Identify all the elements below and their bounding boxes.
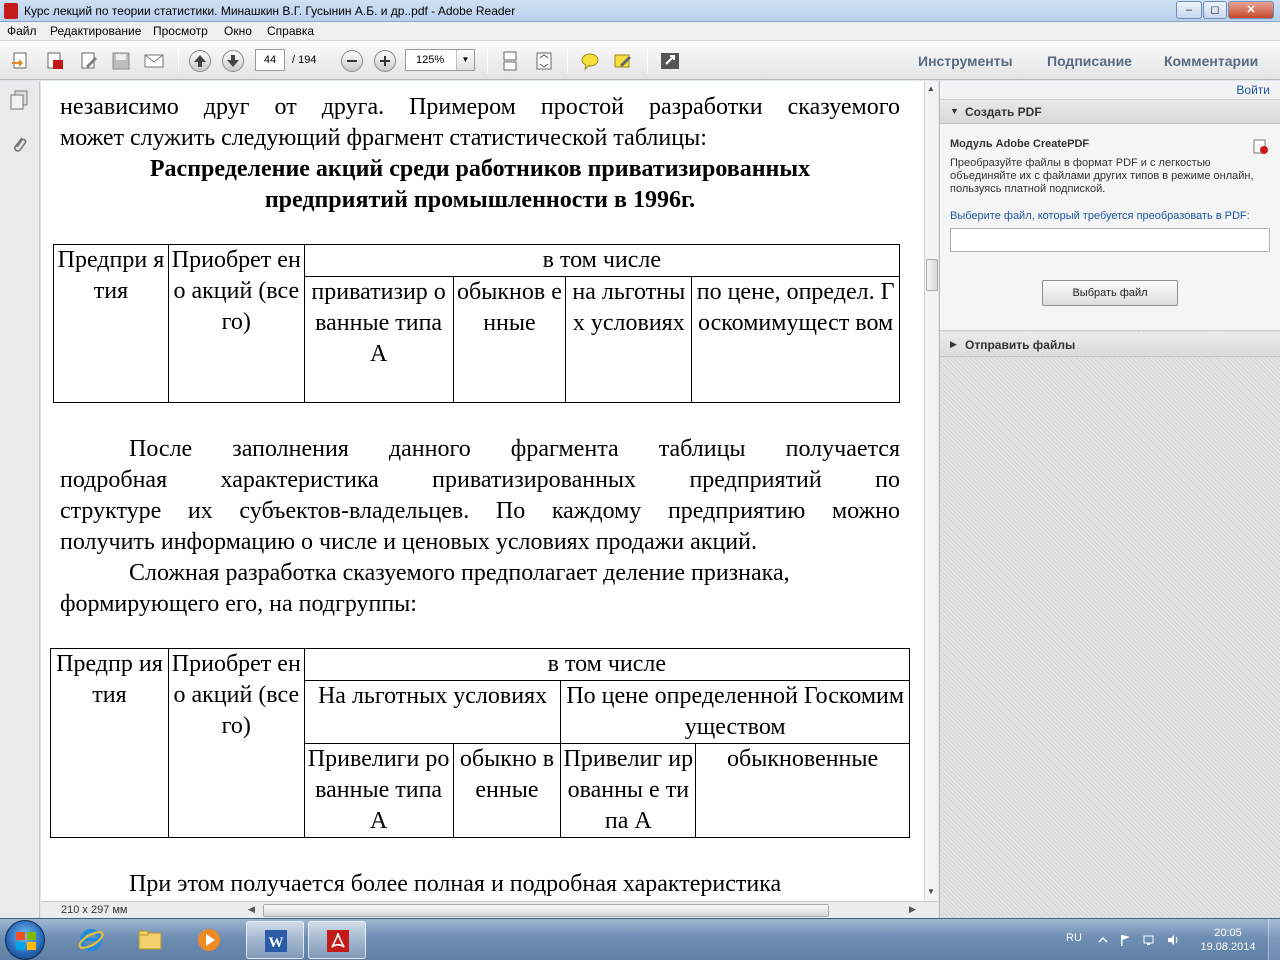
menu-window[interactable]: Окно	[224, 24, 252, 38]
fit-page-icon[interactable]	[533, 50, 555, 72]
previous-page-button[interactable]	[189, 50, 211, 72]
table-header-cell: Предпр иятия	[51, 649, 169, 838]
folder-icon	[136, 926, 164, 954]
create-pdf-panel	[940, 99, 1280, 331]
zoom-select[interactable]	[405, 49, 475, 71]
clock[interactable]	[1196, 926, 1260, 954]
action-center-flag-icon[interactable]	[1118, 933, 1132, 947]
clock-time: 20:05	[1214, 927, 1242, 939]
zoom-value: 125%	[416, 54, 445, 66]
toolbar-separator	[178, 49, 179, 73]
open-icon[interactable]	[10, 50, 32, 72]
tab-comments[interactable]: Комментарии	[1164, 53, 1259, 69]
create-pdf-label: Создать PDF	[965, 105, 1042, 119]
taskbar-word[interactable]	[246, 921, 304, 959]
toolbar-separator	[487, 49, 488, 73]
toolbar-separator	[567, 49, 568, 73]
triangle-down-icon: ▼	[950, 106, 959, 116]
zoom-in-button[interactable]	[374, 50, 396, 72]
navigation-pane	[0, 81, 40, 918]
word-icon	[262, 927, 290, 955]
send-files-label: Отправить файлы	[965, 338, 1076, 352]
volume-icon[interactable]	[1166, 933, 1180, 947]
shares-table-complex	[50, 648, 910, 838]
tab-sign[interactable]: Подписание	[1047, 53, 1132, 69]
chevron-down-icon[interactable]: ▼	[456, 50, 474, 70]
pane-top-bar	[940, 81, 1280, 99]
pages-icon[interactable]	[8, 89, 30, 111]
title-bar	[0, 0, 1280, 22]
table-header-cell: На льготных условиях	[304, 681, 561, 744]
menu-bar	[0, 22, 1280, 41]
table-header-cell: по цене, определ. Госкомимущест вом	[692, 277, 900, 403]
save-icon[interactable]	[110, 50, 132, 72]
table-header-cell: Предпри ятия	[54, 245, 169, 403]
vertical-scrollbar[interactable]	[924, 81, 938, 901]
paragraph-line: может служить следующий фрагмент статистической таблицы:	[60, 125, 707, 151]
paragraph-line: получить информацию о числе и ценовых условиях продажи акций.	[60, 529, 757, 555]
scroll-up-icon[interactable]: ▲	[927, 84, 935, 93]
page-number-input[interactable]	[255, 49, 285, 71]
table-header-cell: обыкновенные	[696, 744, 910, 838]
highlight-icon[interactable]	[612, 50, 634, 72]
paragraph-line: независимо друг от друга. Примером простой разработки сказуемого	[60, 94, 900, 120]
menu-view[interactable]: Просмотр	[153, 24, 208, 38]
table-header-cell: Приобрет ено акций (всего)	[168, 245, 304, 403]
scroll-left-icon[interactable]: ◀	[248, 904, 255, 914]
taskbar-adobe-reader[interactable]	[308, 921, 366, 959]
svg-text:W: W	[268, 935, 284, 951]
table-header-cell: Привелиги рованные типа А	[304, 744, 453, 838]
taskbar-internet-explorer[interactable]	[62, 921, 120, 959]
tools-pane	[939, 81, 1280, 918]
taskbar-media-player[interactable]	[180, 921, 238, 959]
table-heading: предприятий промышленности в 1996г.	[264, 187, 696, 213]
paragraph-line: Сложная разработка сказуемого предполагает деление признака,	[129, 560, 790, 586]
close-button[interactable]: ✕	[1228, 1, 1274, 19]
module-title: Модуль Adobe CreatePDF	[950, 138, 1090, 150]
attachment-icon[interactable]	[8, 133, 30, 155]
zoom-out-button[interactable]	[341, 50, 363, 72]
table-header-cell: По цене определенной Госкомимуществом	[561, 681, 910, 744]
table-header-cell: Приобрет ено акций (всего)	[168, 649, 304, 838]
choose-file-button[interactable]: Выбрать файл	[1042, 280, 1178, 306]
clock-date: 19.08.2014	[1200, 941, 1256, 953]
page-total: / 194	[292, 54, 317, 66]
email-icon[interactable]	[143, 50, 165, 72]
edit-icon[interactable]	[78, 50, 100, 72]
scroll-mode-icon[interactable]	[499, 50, 521, 72]
sign-in-link[interactable]: Войти	[1236, 83, 1270, 97]
minimize-button[interactable]: –	[1176, 1, 1202, 19]
page-size-label: 210 x 297 мм	[61, 904, 128, 916]
paragraph-line: формирующего его, на подгруппы:	[60, 591, 417, 617]
table-header-cell: в том числе	[304, 649, 909, 681]
select-file-prompt: Выберите файл, который требуется преобразовать в PDF:	[950, 210, 1250, 222]
table-header-cell: на льготных условиях	[566, 277, 692, 403]
comment-icon[interactable]	[579, 50, 601, 72]
scroll-down-icon[interactable]: ▼	[927, 887, 935, 896]
scroll-right-icon[interactable]: ▶	[909, 904, 916, 914]
network-icon[interactable]	[1142, 933, 1156, 947]
media-player-icon	[195, 926, 223, 954]
internet-explorer-icon	[77, 926, 105, 954]
menu-help[interactable]: Справка	[267, 24, 315, 38]
create-pdf-icon[interactable]	[44, 50, 66, 72]
menu-edit[interactable]: Редактирование	[50, 24, 142, 38]
taskbar-explorer[interactable]	[121, 921, 179, 959]
toolbar-separator	[647, 49, 648, 73]
file-field[interactable]	[950, 228, 1270, 252]
createpdf-module-icon	[1252, 138, 1270, 156]
show-desktop-button[interactable]	[1268, 919, 1280, 960]
paragraph-line: подробная характеристика приватизированных предприятий по	[60, 467, 900, 493]
status-bar	[41, 901, 938, 918]
shares-table-simple	[53, 244, 900, 403]
menu-file[interactable]: Файл	[7, 24, 37, 38]
document-page	[41, 81, 924, 901]
table-header-cell: в том числе	[304, 245, 899, 277]
windows-taskbar	[0, 918, 1280, 960]
paragraph-line: структуре их субъектов-владельцев. По каждому предприятию можно	[60, 498, 900, 524]
adobe-reader-icon	[4, 3, 18, 19]
next-page-button[interactable]	[222, 50, 244, 72]
window-title: Курс лекций по теории статистики. Минашкин В.Г. Гусынин А.Б. и др..pdf - Adobe Reader	[24, 4, 516, 18]
tab-tools[interactable]: Инструменты	[918, 53, 1013, 69]
language-indicator[interactable]: RU	[1066, 932, 1082, 944]
table-header-cell: обыкно венные	[453, 744, 561, 838]
start-button[interactable]	[5, 920, 45, 960]
table-header-cell: приватизир ованные типа А	[304, 277, 453, 403]
table-header-cell: Привелиг ированны е типа А	[561, 744, 696, 838]
module-description: Преобразуйте файлы в формат PDF и с легкостью объединяйте их с файлами других типов в режиме онлайн, пользуясь платной подпиской.	[950, 157, 1254, 195]
scrollbar-thumb[interactable]	[926, 259, 938, 291]
adobe-reader-icon	[324, 927, 352, 955]
paragraph-line: При этом получается более полная и подробная характеристика	[129, 871, 782, 897]
triangle-right-icon: ▶	[950, 339, 957, 349]
horizontal-scrollbar-thumb[interactable]	[263, 904, 829, 917]
send-files-header[interactable]	[940, 332, 1280, 357]
maximize-button[interactable]: ◻	[1203, 1, 1227, 19]
table-header-cell: обыкнов енные	[453, 277, 566, 403]
full-screen-icon[interactable]	[659, 50, 681, 72]
table-heading: Распределение акций среди работников приватизированных	[149, 156, 811, 182]
create-pdf-header[interactable]	[940, 100, 1280, 124]
paragraph-line: После заполнения данного фрагмента таблицы получается	[129, 436, 900, 462]
show-hidden-icons-icon[interactable]	[1096, 933, 1110, 947]
